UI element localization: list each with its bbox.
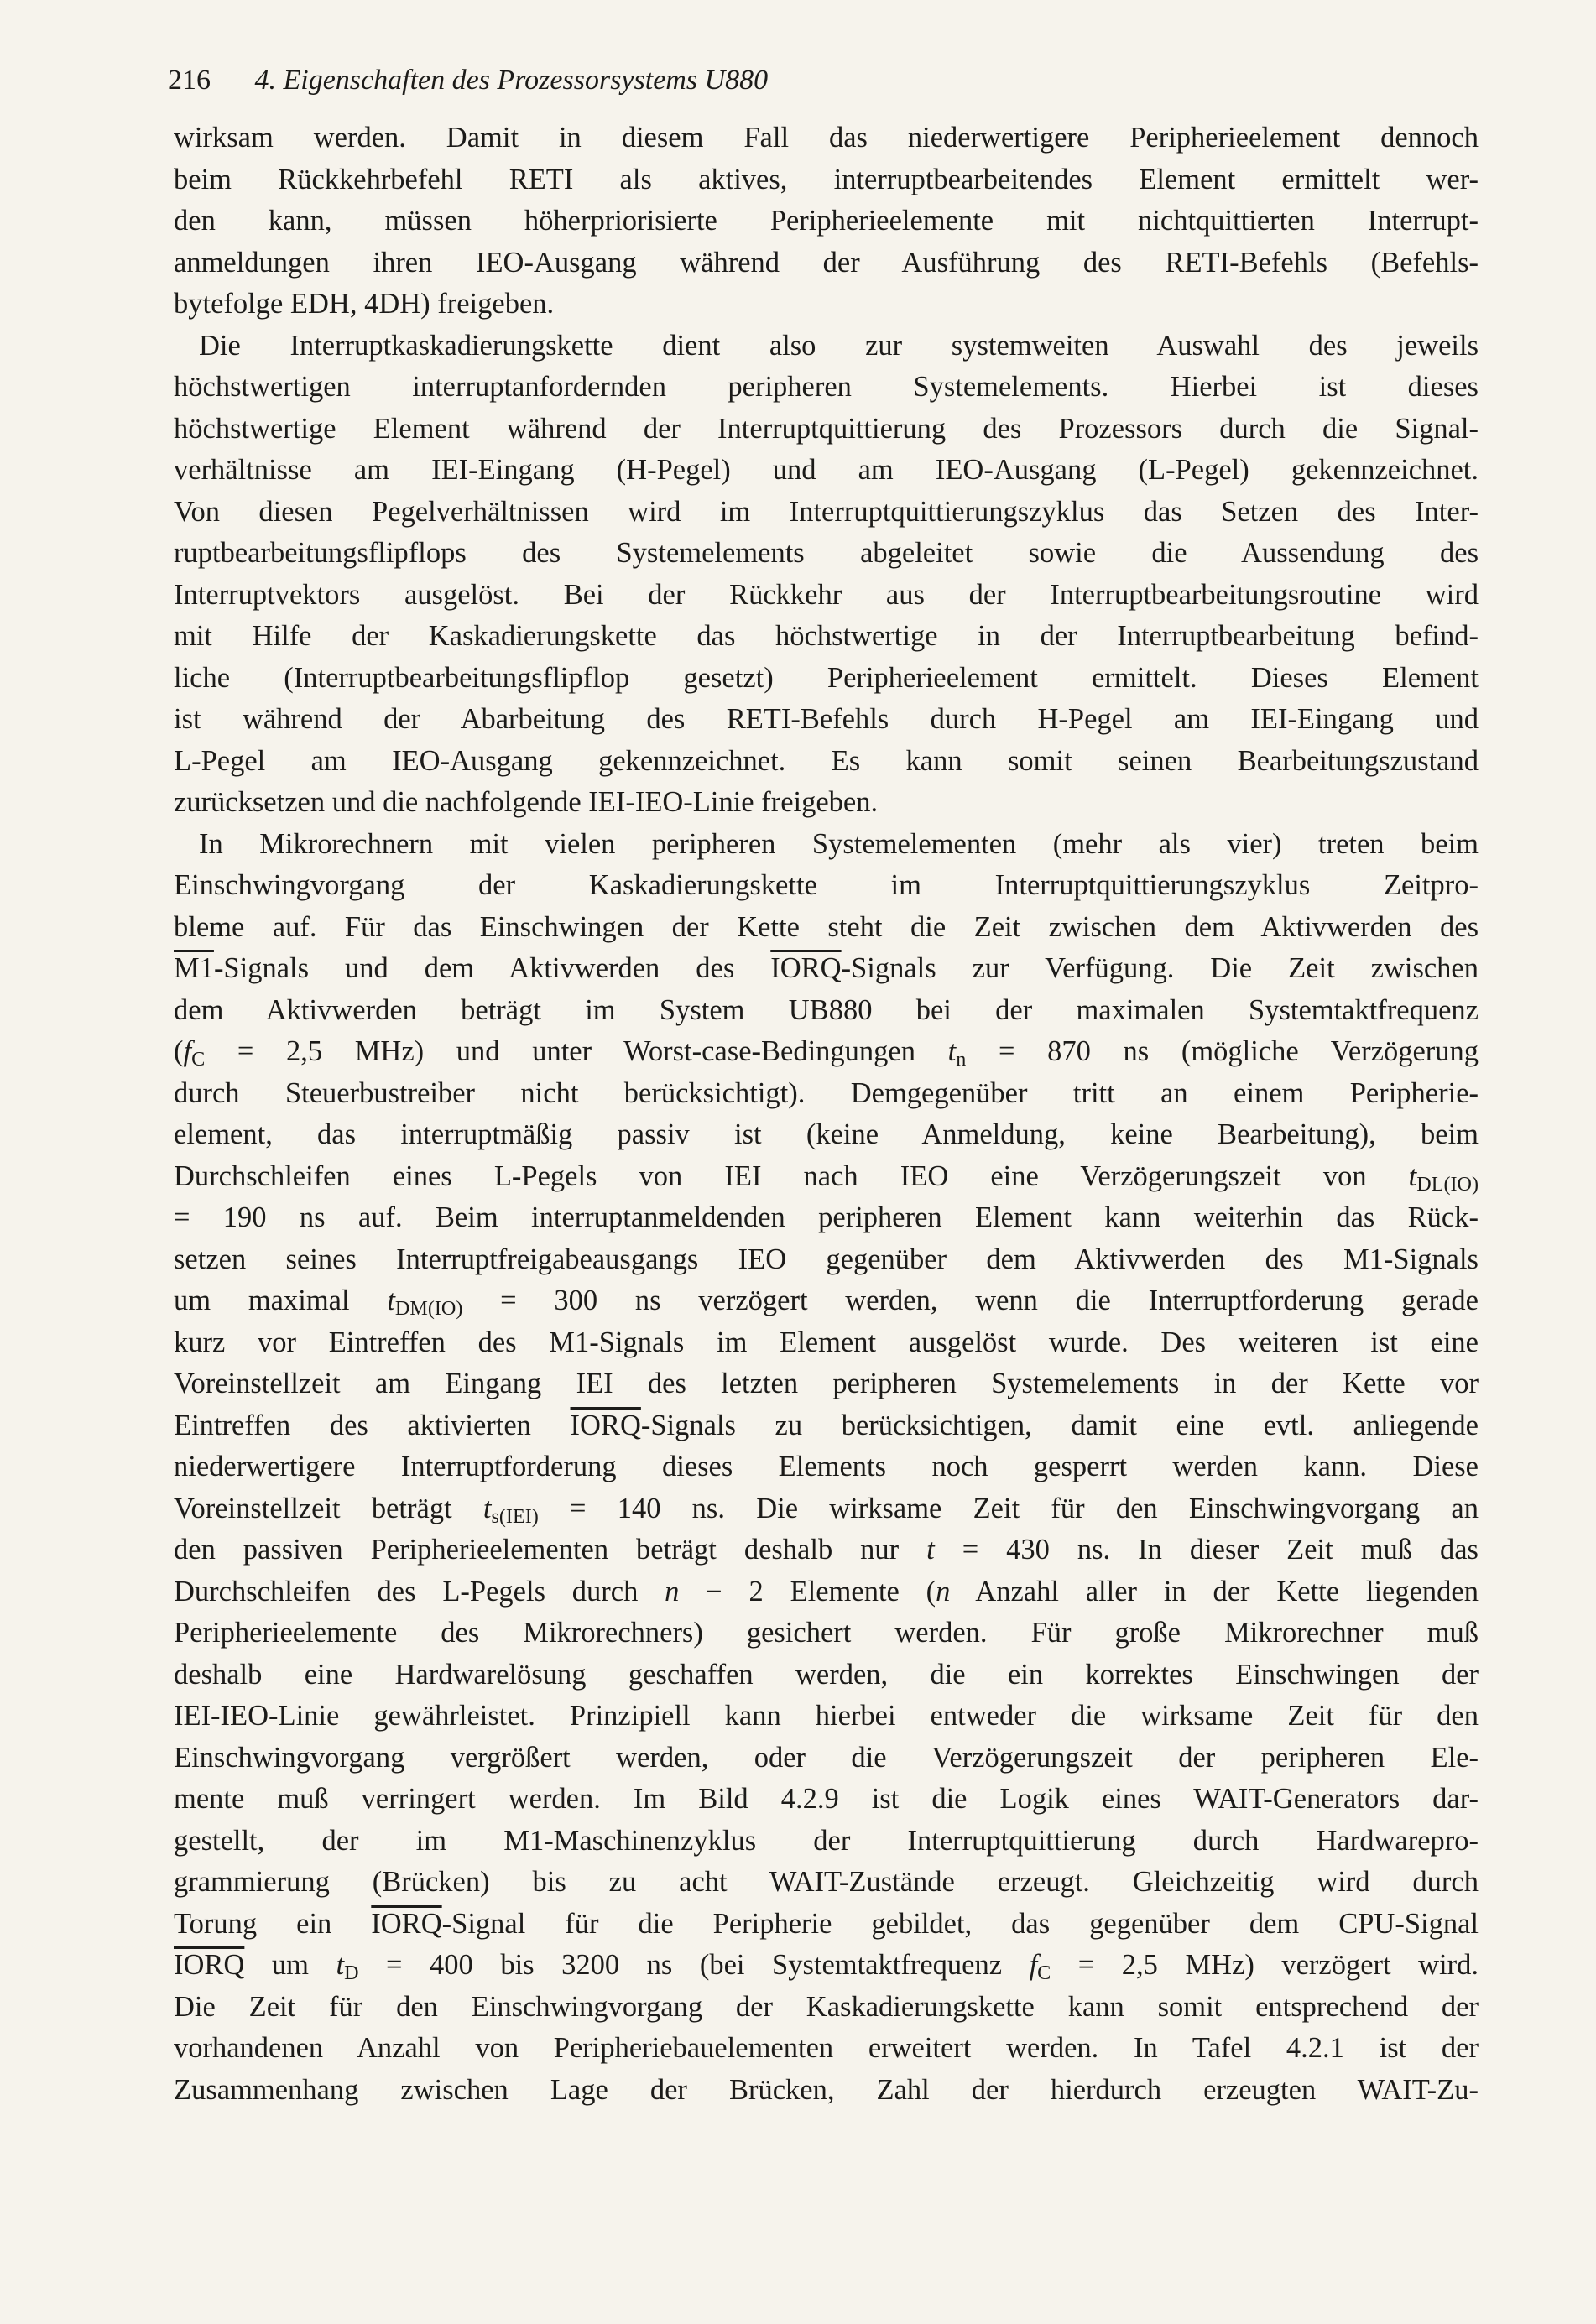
text-line: um maximal $t_{DM(IO)} = 300$ ns verzögert werden, wenn die Interruptforderung gerade <box>174 1284 1479 1321</box>
text-line: Zusammenhang zwischen Lage der Brücken, Zahl der hierdurch erzeugten WAIT-Zu- <box>174 2073 1479 2106</box>
text-line: grammierung (Brücken) bis zu acht WAIT-Zustände erzeugt. Gleichzeitig wird durch <box>174 1866 1479 1898</box>
text-line: wirksam werden. Damit in diesem Fall das niederwertigere Peripherieelement dennoch <box>174 122 1479 154</box>
text-line: den passiven Peripherieelementen beträgt deshalb nur t = 430 ns. In dieser Zeit muß das <box>174 1534 1479 1566</box>
text-line: element, das interruptmäßig passiv ist (keine Anmeldung, keine Bearbeitung), beim <box>174 1118 1479 1150</box>
text-line: den kann, müssen höherpriorisierte Peripherieelemente mit nichtquittierten Interrupt- <box>174 205 1479 237</box>
running-title: 4. Eigenschaften des Prozessorsystems U880 <box>254 65 769 96</box>
text-line: höchstwertige Element während der Interruptquittierung des Prozessors durch die Signal- <box>174 412 1479 445</box>
signal-m1: M1 <box>174 952 214 984</box>
page-header <box>168 60 768 101</box>
text-line: ($f_C = 2,5$ MHz) und unter Worst-case-Bedingungen $t_n = 870$ ns (mögliche Verzögerung <box>174 1035 1479 1071</box>
text-line: vorhandenen Anzahl von Peripheriebauelementen erweitert werden. In Tafel 4.2.1 ist der <box>174 2032 1479 2064</box>
signal-iorq: IORQ <box>371 1907 442 1940</box>
text-line: Die Interruptkaskadierungskette dient also zur systemweiten Auswahl des jeweils <box>199 329 1479 362</box>
signal-iorq: IORQ <box>174 1949 245 1981</box>
text-line: M1-Signals und dem Aktivwerden des IORQ-Signals zur Verfügung. Die Zeit zwischen <box>174 952 1479 984</box>
text-line: setzen seines Interruptfreigabeausgangs IEO gegenüber dem Aktivwerden des M1-Signals <box>174 1243 1479 1275</box>
text-line: IORQ um $t_D = 400$ bis 3200 ns (bei Systemtaktfrequenz $f_C = 2,5$ MHz) verzögert wird. <box>174 1949 1479 1985</box>
text-line: anmeldungen ihren IEO-Ausgang während der Ausführung des RETI-Befehls (Befehls- <box>174 246 1479 279</box>
text-line: mit Hilfe der Kaskadierungskette das höchstwertige in der Interruptbearbeitung befind- <box>174 620 1479 652</box>
signal-iorq: IORQ <box>770 952 842 984</box>
body-text <box>174 117 1479 2111</box>
text-line: Durchschleifen eines L-Pegels von IEI nach IEO eine Verzögerungszeit von $t_{DL(IO)}$ <box>174 1159 1479 1196</box>
text-line: beim Rückkehrbefehl RETI als aktives, interruptbearbeitendes Element ermittelt wer- <box>174 163 1479 195</box>
text-line: bleme auf. Für das Einschwingen der Kette steht die Zeit zwischen dem Aktivwerden des <box>174 910 1479 943</box>
text-line: Torung ein IORQ-Signal für die Peripherie gebildet, das gegenüber dem CPU-Signal <box>174 1907 1479 1940</box>
text-line: dem Aktivwerden beträgt im System UB880 bei der maximalen Systemtaktfrequenz <box>174 993 1479 1026</box>
text-line: höchstwertigen interruptanfordernden peripheren Systemelements. Hierbei ist dieses <box>174 371 1479 403</box>
text-line: = 190 ns auf. Beim interruptanmeldenden peripheren Element kann weiterhin das Rück- <box>174 1201 1479 1233</box>
text-line: Die Zeit für den Einschwingvorgang der Kaskadierungskette kann somit entsprechend der <box>174 1990 1479 2023</box>
text-line: bytefolge EDH, 4DH) freigeben. <box>174 288 555 320</box>
text-line: liche (Interruptbearbeitungsflipflop gesetzt) Peripherieelement ermittelt. Dieses Element <box>174 661 1479 694</box>
page-number: 216 <box>168 65 211 96</box>
text-line: ist während der Abarbeitung des RETI-Befehls durch H-Pegel am IEI-Eingang und <box>174 703 1479 735</box>
text-line: gestellt, der im M1-Maschinenzyklus der Interruptquittierung durch Hardwarepro- <box>174 1824 1479 1857</box>
text-line: durch Steuerbustreiber nicht berücksichtigt). Demgegenüber tritt an einem Peripherie- <box>174 1076 1479 1109</box>
text-line: Von diesen Pegelverhältnissen wird im Interruptquittierungszyklus das Setzen des Inter- <box>174 495 1479 528</box>
text-line: IEI-IEO-Linie gewährleistet. Prinzipiell kann hierbei entweder die wirksame Zeit für den <box>174 1700 1479 1732</box>
text-line: Eintreffen des aktivierten IORQ-Signals zu berücksichtigen, damit eine evtl. anliegende <box>174 1409 1479 1441</box>
text-line: In Mikrorechnern mit vielen peripheren Systemelementen (mehr als vier) treten beim <box>199 827 1479 860</box>
text-line: Durchschleifen des L-Pegels durch n − 2 Elemente (n Anzahl aller in der Kette liegenden <box>174 1575 1479 1608</box>
text-line: verhältnisse am IEI-Eingang (H-Pegel) und am IEO-Ausgang (L-Pegel) gekennzeichnet. <box>174 454 1479 486</box>
text-line: deshalb eine Hardwarelösung geschaffen werden, die ein korrektes Einschwingen der <box>174 1658 1479 1691</box>
text-line: mente muß verringert werden. Im Bild 4.2.9 ist die Logik eines WAIT-Generators dar- <box>174 1783 1479 1815</box>
text-line: Peripherieelemente des Mikrorechners) gesichert werden. Für große Mikrorechner muß <box>174 1617 1479 1649</box>
signal-iorq: IORQ <box>570 1409 641 1441</box>
text-line: Einschwingvorgang der Kaskadierungskette im Interruptquittierungszyklus Zeitpro- <box>174 869 1479 901</box>
text-line: ruptbearbeitungsflipflops des Systemelements abgeleitet sowie die Aussendung des <box>174 537 1479 569</box>
text-line: Voreinstellzeit beträgt $t_{s(IEI)} = 140$ ns. Die wirksame Zeit für den Einschwingvorgang an <box>174 1492 1479 1528</box>
text-line: L-Pegel am IEO-Ausgang gekennzeichnet. Es kann somit seinen Bearbeitungszustand <box>174 744 1479 777</box>
text-line: kurz vor Eintreffen des M1-Signals im Element ausgelöst wurde. Des weiteren ist eine <box>174 1326 1479 1358</box>
text-line: Voreinstellzeit am Eingang IEI des letzten peripheren Systemelements in der Kette vor <box>174 1368 1479 1399</box>
text-line: niederwertigere Interruptforderung dieses Elements noch gesperrt werden kann. Diese <box>174 1451 1479 1482</box>
text-line: zurücksetzen und die nachfolgende IEI-IEO-Linie freigeben. <box>174 786 879 818</box>
text-line: Einschwingvorgang vergrößert werden, oder die Verzögerungszeit der peripheren Ele- <box>174 1741 1479 1774</box>
text-line: Interruptvektors ausgelöst. Bei der Rückkehr aus der Interruptbearbeitungsroutine wird <box>174 578 1479 611</box>
